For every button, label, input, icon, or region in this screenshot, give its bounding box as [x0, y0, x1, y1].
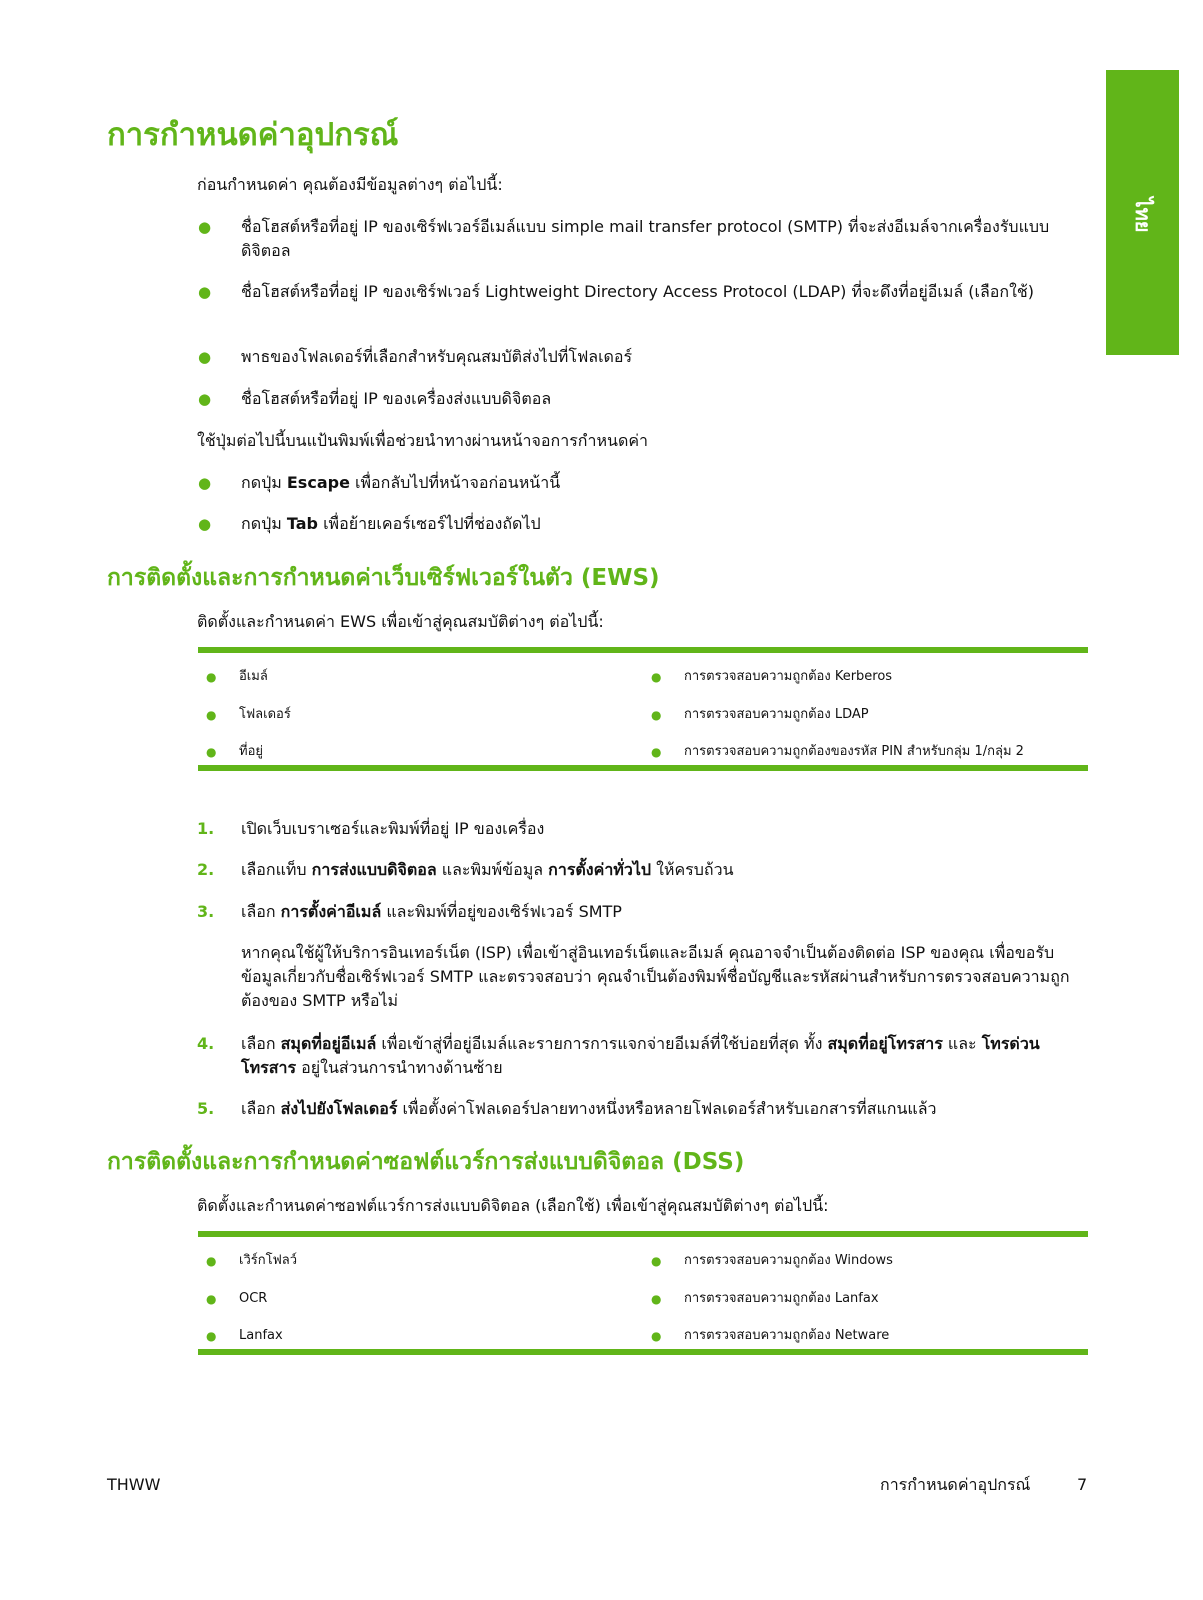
intro-text: ก่อนกำหนดค่า คุณต้องมีข้อมูลต่างๆ ต่อไปนี้: — [197, 175, 503, 194]
ews-step-1: 1. เปิดเว็บเบราเซอร์และพิมพ์ที่อยู่ IP ของเครื่อง — [197, 819, 545, 838]
bullet-dot-icon: ● — [651, 670, 662, 684]
tab-key-name: Tab — [286, 514, 318, 533]
ews-intro: ติดตั้งและกำหนดค่า EWS เพื่อเข้าสู่คุณสมบัติต่างๆ ต่อไปนี้: — [197, 612, 604, 631]
bullet-dot-icon: ● — [206, 1329, 217, 1343]
ews-heading: การติดตั้งและการกำหนดค่าเว็บเซิร์ฟเวอร์ในตัว (EWS) — [107, 565, 660, 591]
bullet-dot-icon: ● — [651, 745, 662, 759]
bullet-dot-icon: ● — [206, 708, 217, 722]
fax-speed-dial-name: โทรด่วนโทรสาร — [241, 1034, 1040, 1077]
escape-key-name: Escape — [286, 473, 350, 492]
general-settings-name: การตั้งค่าทั่วไป — [548, 860, 652, 879]
dss-heading: การติดตั้งและการกำหนดค่าซอฟต์แวร์การส่งแบบดิจิตอล (DSS) — [107, 1149, 745, 1175]
ews-step-3: 3. เลือก การตั้งค่าอีเมล์ และพิมพ์ที่อยู่ของเซิร์ฟเวอร์ SMTP — [197, 902, 622, 921]
email-address-book-name: สมุดที่อยู่อีเมล์ — [280, 1034, 377, 1053]
bullet-dot-icon: ● — [206, 670, 217, 684]
email-settings-name: การตั้งค่าอีเมล์ — [280, 902, 382, 921]
requirement-item: ● ชื่อโฮสต์หรือที่อยู่ IP ของเซิร์ฟเวอร์อีเมล์แบบ simple mail transfer protocol (SMTP) ที่จะส่งอีเมล์จากเครื่องรับแบบดิจิตอล — [198, 217, 1050, 260]
bullet-dot-icon: ● — [198, 218, 212, 236]
isp-note: หากคุณใช้ผู้ให้บริการอินเทอร์เน็ต (ISP) เพื่อเข้าสู่อินเทอร์เน็ตและอีเมล์ คุณอาจจำเป็นต้องติดต่อ ISP ของคุณ เพื่อขอรับข้อมูลเกี่ยวกับชื่อเซิร์ฟเวอร์ SMTP และตรวจสอบว่า คุณจำเป็นต้องพิมพ์ชื่อบัญชีและรหัสผ่านสำหรับการตรวจสอบความถูกต้องของ SMTP หรือไม่ — [241, 943, 1070, 1010]
digital-send-tab-name: การส่งแบบดิจิตอล — [311, 860, 437, 879]
navigation-intro: ใช้ปุ่มต่อไปนี้บนแป้นพิมพ์เพื่อช่วยนำทางผ่านหน้าจอการกำหนดค่า — [197, 431, 649, 450]
bullet-dot-icon: ● — [651, 1292, 662, 1306]
language-tab-label: ไทย — [1131, 197, 1155, 233]
dss-feature-table: ● เวิร์กโฟลว์ ● OCR ● Lanfax ● การตรวจสอบความถูกต้อง Windows ● การตรวจสอบความถูกต้อง Lanfax ● การตรวจสอบความถูกต้อง Netware — [198, 1231, 1088, 1355]
bullet-dot-icon: ● — [651, 708, 662, 722]
ews-feature-table: ● อีเมล์ ● โฟลเดอร์ ● ที่อยู่ ● การตรวจสอบความถูกต้อง Kerberos ● การตรวจสอบความถูกต้อง LDAP ● การตรวจสอบความถูกต้องของรหัส PIN สำหรับกลุ่ม 1/กลุ่ม 2 — [198, 647, 1088, 771]
ews-step-4: 4. เลือก สมุดที่อยู่อีเมล์ เพื่อเข้าสู่ที่อยู่อีเมล์และรายการการแจกจ่ายอีเมล์ที่ใช้บ่อยที่สุด ทั้ง สมุดที่อยู่โทรสาร และ โทรด่วนโทรสาร อยู่ในส่วนการนำทางด้านซ้าย — [197, 1034, 1040, 1077]
dss-intro: ติดตั้งและกำหนดค่าซอฟต์แวร์การส่งแบบดิจิตอล (เลือกใช้) เพื่อเข้าสู่คุณสมบัติต่างๆ ต่อไปนี้: — [197, 1196, 829, 1215]
ews-step-5: 5. เลือก ส่งไปยังโฟลเดอร์ เพื่อตั้งค่าโฟลเดอร์ปลายทางหนึ่งหรือหลายโฟลเดอร์สำหรับเอกสารที่สแกนแล้ว — [197, 1099, 937, 1118]
bullet-dot-icon: ● — [198, 474, 212, 492]
nav-key-item: ● กดปุ่ม Tab เพื่อย้ายเคอร์เซอร์ไปที่ช่องถัดไป — [197, 512, 1087, 536]
footer-section-title: การกำหนดค่าอุปกรณ์ — [880, 1475, 1031, 1494]
page-number: 7 — [1077, 1475, 1088, 1494]
requirement-item: ● ชื่อโฮสต์หรือที่อยู่ IP ของเซิร์ฟเวอร์ Lightweight Directory Access Protocol (LDAP) ที่จะดึงที่อยู่อีเมล์ (เลือกใช้) — [197, 280, 1087, 304]
bullet-dot-icon: ● — [651, 1254, 662, 1268]
requirement-item: ● พาธของโฟลเดอร์ที่เลือกสำหรับคุณสมบัติส่งไปที่โฟลเดอร์ — [197, 345, 1087, 369]
bullet-dot-icon: ● — [651, 1329, 662, 1343]
send-to-folder-name: ส่งไปยังโฟลเดอร์ — [280, 1099, 398, 1118]
bullet-dot-icon: ● — [198, 283, 212, 301]
footer-code: THWW — [107, 1475, 161, 1494]
bullet-dot-icon: ● — [198, 390, 212, 408]
bullet-dot-icon: ● — [198, 515, 212, 533]
fax-address-book-name: สมุดที่อยู่โทรสาร — [827, 1034, 943, 1053]
bullet-dot-icon: ● — [206, 1292, 217, 1306]
page-title: การกำหนดค่าอุปกรณ์ — [107, 117, 399, 153]
ews-step-2: 2. เลือกแท็บ การส่งแบบดิจิตอล และพิมพ์ข้อมูล การตั้งค่าทั่วไป ให้ครบถ้วน — [197, 860, 734, 879]
bullet-dot-icon: ● — [198, 348, 212, 366]
bullet-dot-icon: ● — [206, 745, 217, 759]
bullet-dot-icon: ● — [206, 1254, 217, 1268]
requirement-item: ● ชื่อโฮสต์หรือที่อยู่ IP ของเครื่องส่งแบบดิจิตอล — [197, 387, 1087, 411]
nav-key-item: ● กดปุ่ม Escape เพื่อกลับไปที่หน้าจอก่อนหน้านี้ — [197, 471, 1087, 495]
